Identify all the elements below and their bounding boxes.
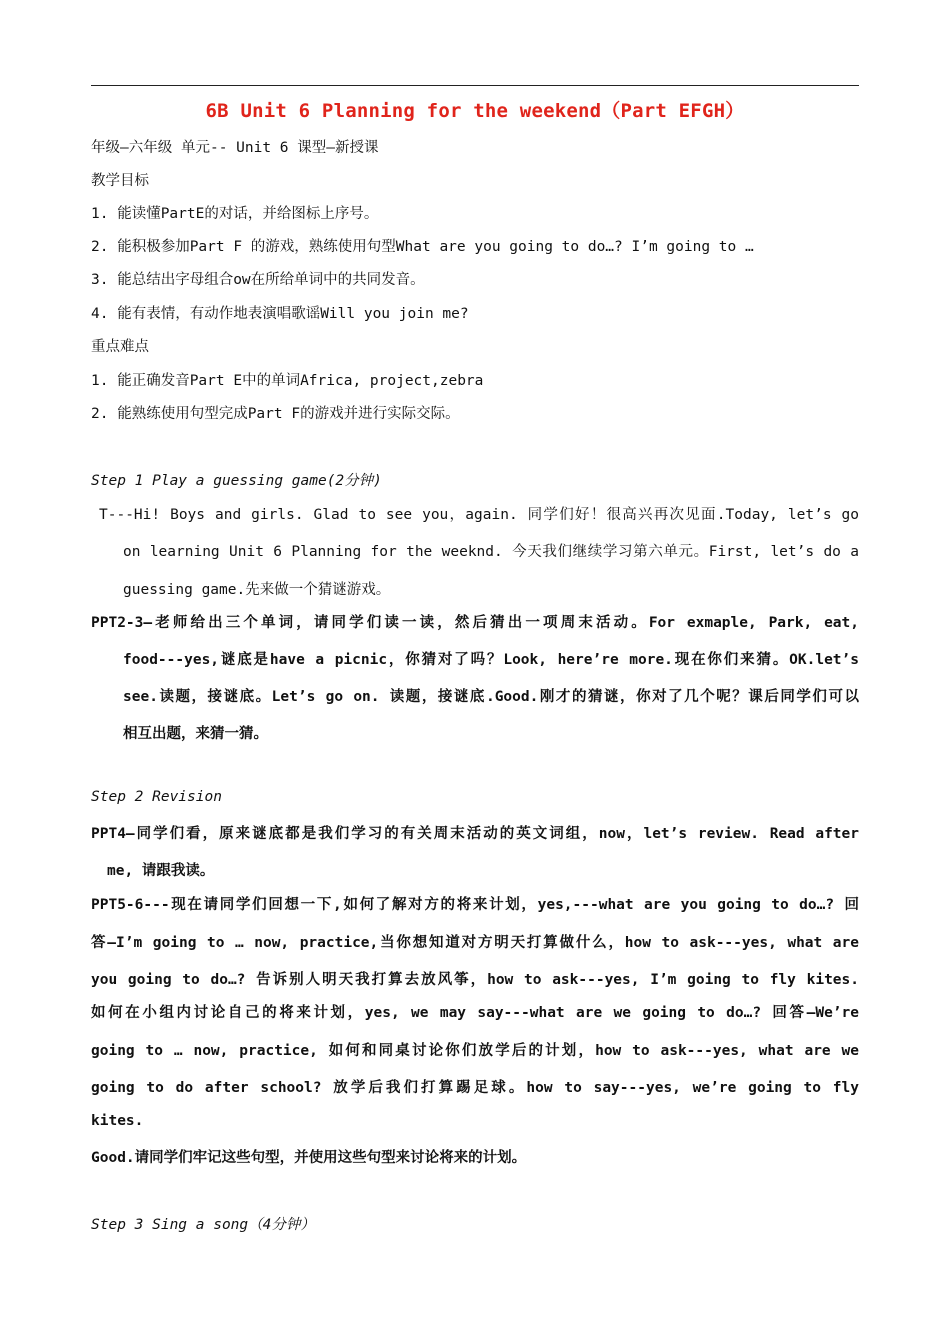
- keypoints-heading: 重点难点: [91, 339, 149, 355]
- step2-line: 答—I’m going to … now, practice,当你想知道对方明天打算做什么，how to ask---yes, what are: [91, 935, 859, 951]
- step1-heading: Step 1 Play a guessing game(2分钟): [91, 473, 382, 489]
- step1-teacher-line: guessing game.先来做一个猜谜游戏。: [123, 582, 391, 598]
- step2-line: kites.: [91, 1113, 144, 1129]
- step2-line: you going to do…? 告诉别人明天我打算去放风筝，how to ask---yes, I’m going to fly kites.: [91, 972, 859, 988]
- step2-line: going to … now, practice, 如何和同桌讨论你们放学后的计划，how to ask---yes, what are we: [91, 1043, 859, 1059]
- objective-item: 4. 能有表情，有动作地表演唱歌谣Will you join me?: [91, 306, 469, 322]
- objective-item: 2. 能积极参加Part F 的游戏，熟练使用句型What are you going to do…? I’m going to …: [91, 239, 754, 255]
- step2-line: 如何在小组内讨论自己的将来计划，yes, we may say---what are we going to do…? 回答—We’re: [91, 1005, 859, 1021]
- header-rule: [91, 85, 859, 86]
- step1-teacher-line: T---Hi! Boys and girls. Glad to see you，again. 同学们好！很高兴再次见面.Today, let’s go: [99, 507, 859, 523]
- keypoint-item: 2. 能熟练使用句型完成Part F的游戏并进行实际交际。: [91, 406, 460, 422]
- step2-line: PPT5-6---现在请同学们回想一下,如何了解对方的将来计划，yes,---what are you going to do…? 回: [91, 897, 859, 913]
- step2-line: going to do after school? 放学后我们打算踢足球。how to say---yes, we’re going to fly: [91, 1080, 859, 1096]
- step2-line: me, 请跟我读。: [107, 863, 215, 879]
- step2-heading: Step 2 Revision: [91, 789, 222, 805]
- step1-ppt-line: 相互出题，来猜一猜。: [123, 726, 268, 742]
- keypoint-item: 1. 能正确发音Part E中的单词Africa, project,zebra: [91, 373, 484, 389]
- document-title: 6B Unit 6 Planning for the weekend（Part EFGH）: [205, 100, 745, 122]
- meta-line: 年级—六年级 单元-- Unit 6 课型—新授课: [91, 140, 379, 156]
- objective-item: 3. 能总结出字母组合ow在所给单词中的共同发音。: [91, 272, 425, 288]
- objective-item: 1. 能读懂PartE的对话，并给图标上序号。: [91, 206, 379, 222]
- step2-line: Good.请同学们牢记这些句型，并使用这些句型来讨论将来的计划。: [91, 1150, 527, 1166]
- step2-line: PPT4—同学们看，原来谜底都是我们学习的有关周末活动的英文词组，now，let’s review. Read after: [91, 826, 859, 842]
- step1-ppt-line: see.读题，接谜底。Let’s go on. 读题，接谜底.Good.刚才的猜谜，你对了几个呢？课后同学们可以: [123, 689, 859, 705]
- step1-ppt-line: food---yes,谜底是have a picnic，你猜对了吗？Look, here’re more.现在你们来猜。OK.let’s: [123, 652, 859, 668]
- objectives-heading: 教学目标: [91, 173, 149, 189]
- step1-ppt-line: PPT2-3—老师给出三个单词，请同学们读一读，然后猜出一项周末活动。For exmaple, Park, eat,: [91, 615, 859, 631]
- step3-heading: Step 3 Sing a song（4分钟）: [91, 1217, 315, 1233]
- step1-teacher-line: on learning Unit 6 Planning for the weeknd. 今天我们继续学习第六单元。First, let’s do a: [123, 544, 859, 560]
